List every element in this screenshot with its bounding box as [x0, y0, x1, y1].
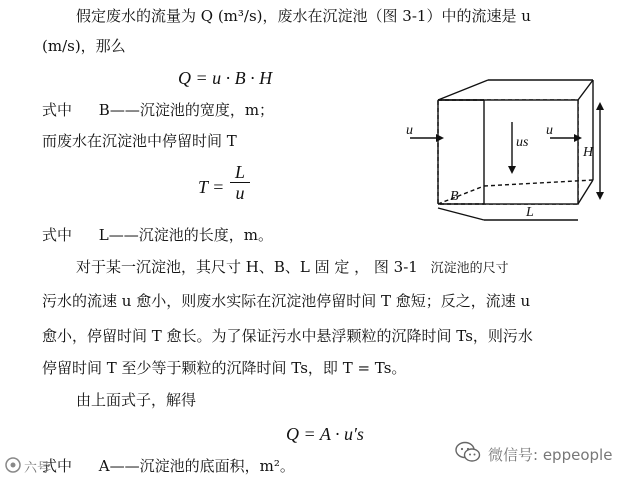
- arrow-head: [596, 192, 604, 200]
- paragraph-line-8: 由上面式子，解得: [76, 391, 197, 409]
- tank-edge: [578, 80, 593, 100]
- dimension-b-line: [438, 208, 484, 220]
- paragraph-line-5: 污水的流速 u 愈小，则废水实际在沉淀池停留时间 T 愈短；反之，流速 u: [42, 292, 531, 310]
- label-us: us: [516, 135, 529, 150]
- definition-l-prefix: 式中: [42, 226, 73, 244]
- equation-area-text: Q = A · u′s: [286, 424, 364, 444]
- definition-a-prefix: 式中: [42, 457, 73, 475]
- paragraph-line-1: 假定废水的流量为 Q (m³/s)，废水在沉淀池（图 3-1）中的流速是 u: [76, 7, 531, 25]
- definition-b-text: B——沉淀池的宽度，m；: [98, 101, 275, 119]
- paragraph-line-4: [76, 257, 509, 279]
- definition-a: [42, 456, 295, 476]
- equation-time-lhs-text: T =: [198, 177, 225, 197]
- paragraph-line-3: 而废水在沉淀池中停留时间 T: [42, 132, 237, 150]
- sedimentation-tank-figure: [398, 78, 618, 228]
- tank-edge: [438, 80, 488, 100]
- watermark-left: 六号: [24, 461, 51, 476]
- label-u-left: u: [406, 123, 413, 138]
- watermark-right: 微信号: eppeople: [488, 446, 613, 464]
- label-u-right: u: [546, 123, 553, 138]
- equation-time-fraction: [230, 163, 250, 202]
- equation-flow-text: Q = u · B · H: [178, 68, 273, 88]
- fraction-denominator: u: [235, 183, 245, 203]
- label-b: B: [450, 189, 459, 204]
- definition-l-text: L——沉淀池的长度，m。: [98, 226, 273, 244]
- figure-caption: 沉淀池的尺寸: [430, 261, 509, 276]
- equation-time-lhs: [198, 177, 224, 198]
- definition-b: [42, 100, 274, 120]
- wechat-icon: [455, 441, 481, 463]
- label-h: H: [583, 145, 594, 160]
- tank-edge: [578, 180, 593, 204]
- paragraph-line-4-text: 对于某一沉淀池，其尺寸 H、B、L 固 定 ， 图 3-1: [76, 258, 418, 276]
- arrow-head: [596, 102, 604, 110]
- circle-logo-icon: [4, 456, 22, 474]
- definition-l: [42, 225, 273, 245]
- tank-front-face: [484, 100, 578, 204]
- paragraph-line-2: (m/s)，那么: [42, 37, 126, 55]
- equation-area: [286, 424, 364, 445]
- label-l: L: [526, 205, 534, 220]
- equation-flow: [178, 68, 272, 89]
- fraction-numerator: L: [234, 162, 245, 182]
- definition-b-prefix: 式中: [42, 101, 73, 119]
- paragraph-line-7: 停留时间 T 至少等于颗粒的沉降时间 Ts，即 T = Ts。: [42, 359, 407, 377]
- definition-a-text: A——沉淀池的底面积，m²。: [98, 457, 295, 475]
- paragraph-line-6: 愈小，停留时间 T 愈长。为了保证污水中悬浮颗粒的沉降时间 Ts，则污水: [42, 327, 533, 345]
